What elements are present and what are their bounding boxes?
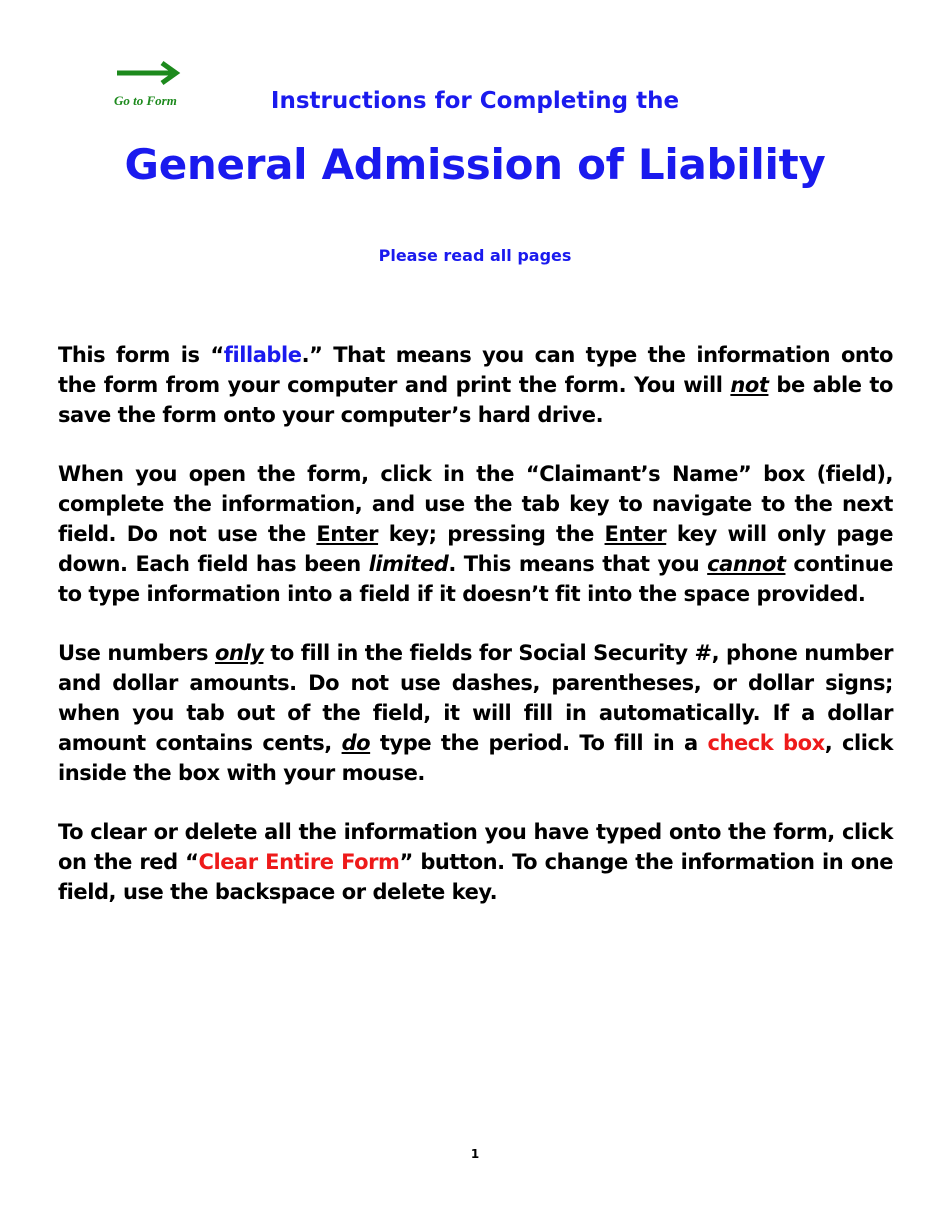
page-title: General Admission of Liability [124,140,826,189]
emphasis-do: do [341,731,371,755]
page-number: 1 [470,1147,480,1161]
enter-key-term: Enter [316,522,379,546]
go-to-form-label: Go to Form [114,93,177,108]
emphasis-not: not [730,373,769,397]
enter-key-term: Enter [604,522,667,546]
right-arrow-icon [114,58,184,88]
paragraph-numbers: Use numbers only to fill in the fields for Social Security #, phone number and dollar amounts. Do not use dashes, parentheses, or dollar signs; when you tab out of the field, it will fill in automatically. If a dollar amount contains cents, do type the period. To fill in a check box, click inside the box with your mouse. [58,641,893,785]
emphasis-limited: limited [368,552,449,576]
paragraph-clear: To clear or delete all the information you have typed onto the form, click on the red “Clear Entire Form” button. To change the information in one field, use the backspace or delete key. [58,820,893,904]
instructions-body [58,340,893,936]
page-subtitle: Instructions for Completing the [270,88,680,114]
paragraph-fillable: This form is “fillable.” That means you can type the information onto the form from your computer and print the form. You will not be able to save the form onto your computer’s hard drive. [58,343,893,427]
clear-form-term: Clear Entire Form [198,850,400,874]
emphasis-only: only [214,641,264,665]
fillable-term: fillable [223,343,302,367]
check-box-term: check box [707,731,825,755]
paragraph-navigation: When you open the form, click in the “Claimant’s Name” box (field), complete the information, and use the tab key to navigate to the next field. Do not use the Enter key; pressing the Enter key will only page down. Each field has been limited. This means that you cannot continue to type information into a field if it doesn’t fit into the space provided. [58,462,893,606]
emphasis-cannot: cannot [707,552,786,576]
read-all-note: Please read all pages [378,246,572,265]
